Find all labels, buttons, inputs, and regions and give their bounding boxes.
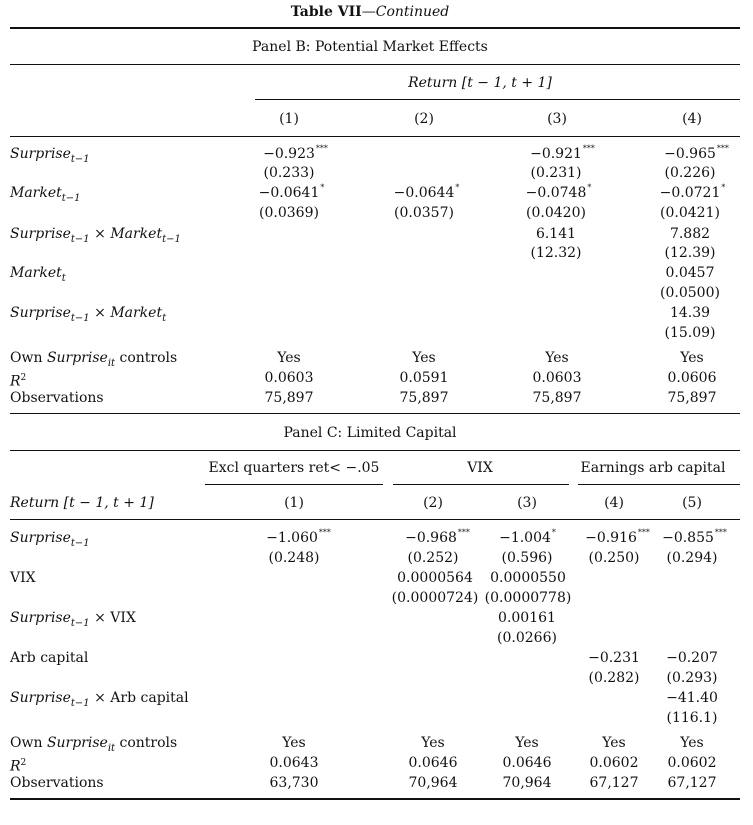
r2-cell: 0.0646 (408, 755, 458, 771)
obs-cell: 70,964 (408, 775, 458, 791)
controls-cell: Yes (421, 735, 445, 751)
r2-cell: 0.0646 (502, 755, 552, 771)
coef: −1.004 (499, 530, 551, 546)
coef: −0.0748 (525, 185, 587, 201)
coef: −0.968 (405, 530, 457, 546)
label-text: Surprise (46, 735, 108, 751)
panel-b-bottom-rule (10, 413, 740, 414)
coef-cell: 0.0000550 (490, 570, 566, 586)
se-cell: (0.226) (664, 165, 716, 181)
se-cell: (12.32) (530, 245, 582, 261)
row-label-surprise (10, 529, 90, 553)
table-title-bold: Table VII (290, 4, 362, 20)
star: *** (716, 144, 729, 153)
obs-cell: 63,730 (269, 775, 319, 791)
r2-cell: 0.0591 (399, 370, 449, 386)
controls-cell: Yes (680, 350, 704, 366)
coef: −1.060 (266, 530, 318, 546)
obs-cell: 75,897 (399, 390, 449, 406)
r2-cell: 0.0603 (264, 370, 314, 386)
controls-cell: Yes (515, 735, 539, 751)
label-sub: t−1 (70, 537, 90, 549)
row-label-arb: Arb capital (10, 650, 89, 666)
panel-b-title: Panel B: Potential Market Effects (252, 39, 488, 55)
label-text: Surprise (10, 610, 71, 626)
label-text: Surprise (10, 305, 71, 321)
label-text: Own (10, 735, 43, 751)
r2-label (10, 754, 26, 776)
obs-cell: 67,127 (667, 775, 717, 791)
label-text: R (10, 373, 21, 390)
controls-label (10, 349, 177, 373)
controls-label (10, 734, 177, 758)
se-cell: (0.294) (666, 550, 718, 566)
coef-wrap (405, 528, 470, 546)
panel-b-return-header (408, 74, 552, 92)
label-text: × Arb capital (94, 690, 189, 706)
col-header: (5) (682, 495, 702, 511)
table-title (291, 3, 450, 21)
coef: −0.921 (530, 146, 582, 162)
coef-cell: 0.0457 (665, 265, 715, 281)
top-rule (10, 27, 740, 29)
row-label-surprise-x-market: Surprise$_{t-1}$ × Market$_{t-1}$ (10, 226, 181, 245)
coef: −0.0644 (393, 185, 455, 201)
coef-cell: −0.207 (666, 650, 718, 666)
se-cell: (0.233) (263, 165, 315, 181)
group-rule-arb (578, 484, 740, 485)
col-header: (1) (284, 495, 304, 511)
coef-cell (525, 183, 592, 202)
panel-c-rule (10, 450, 740, 451)
coef: −0.0721 (659, 185, 721, 201)
coef: −0.0641 (258, 185, 320, 201)
se-cell: (0.0266) (497, 630, 557, 646)
label-text: Market (10, 185, 62, 201)
se-cell: (0.0357) (394, 205, 454, 221)
se-cell: (0.0421) (660, 205, 720, 221)
row-label-surprise-x-arb (10, 689, 189, 713)
col-header: (3) (517, 495, 537, 511)
return-header-text: Return [t − 1, t + 1] (408, 75, 552, 91)
obs-label: Observations (10, 775, 104, 791)
col-header: (2) (414, 111, 434, 127)
se-cell: (0.231) (530, 165, 582, 181)
r2-cell: 0.0606 (667, 370, 717, 386)
controls-cell: Yes (282, 735, 306, 751)
coef-wrap (585, 528, 650, 546)
group-header-arb: Earnings arb capital (580, 460, 726, 476)
label-text: Surprise (10, 690, 71, 706)
coef-wrap (525, 183, 592, 201)
coef-cell: 0.0000564 (397, 570, 473, 586)
coef-cell (585, 528, 650, 547)
bottom-rule (10, 798, 740, 800)
coef: −0.965 (664, 146, 716, 162)
controls-cell: Yes (602, 735, 626, 751)
se-cell: (0.248) (268, 550, 320, 566)
row-label-market-t (10, 264, 66, 288)
star: *** (457, 528, 470, 537)
coef-cell (662, 528, 727, 547)
se-cell: (15.09) (664, 325, 716, 341)
group-rule-vix (393, 484, 569, 485)
coef-wrap (263, 144, 328, 162)
coef-cell: −41.40 (666, 690, 718, 706)
obs-cell: 67,127 (589, 775, 639, 791)
coef: −0.923 (263, 146, 315, 162)
coef-wrap (530, 144, 595, 162)
coef-cell: 14.39 (669, 305, 711, 321)
controls-cell: Yes (277, 350, 301, 366)
controls-cell: Yes (545, 350, 569, 366)
coef-wrap (662, 528, 727, 546)
label-sub: t−1 (70, 617, 90, 629)
panel-c-colhead-rule (10, 519, 740, 520)
label-text: Surprise (10, 146, 71, 162)
panel-c-return-header (10, 494, 154, 512)
label-text: controls (119, 735, 178, 751)
group-header-excl: Excl quarters ret< −.05 (208, 460, 380, 476)
coef-cell (405, 528, 470, 547)
se-cell: (0.0369) (259, 205, 319, 221)
se-cell: (0.282) (588, 670, 640, 686)
coef-cell (530, 144, 595, 163)
controls-cell: Yes (412, 350, 436, 366)
label-sub: t−1 (70, 153, 90, 165)
coef-wrap (664, 144, 729, 162)
r2-cell: 0.0602 (589, 755, 639, 771)
se-cell: (0.0000778) (484, 590, 572, 606)
star: *** (582, 144, 595, 153)
col-header: (1) (279, 111, 299, 127)
label-sup: 2 (20, 373, 27, 383)
coef-wrap (659, 183, 726, 201)
label-text: Market (110, 305, 163, 321)
star: *** (714, 528, 727, 537)
coef-wrap (499, 528, 556, 546)
label-text: R (10, 758, 21, 775)
obs-label: Observations (10, 390, 104, 406)
panel-c-title: Panel C: Limited Capital (283, 425, 457, 441)
coef-cell (266, 528, 331, 547)
label-sub: t (162, 312, 167, 324)
se-cell: (12.39) (664, 245, 716, 261)
row-label-vix: VIX (10, 570, 36, 586)
row-label-surprise-x-vix (10, 609, 136, 633)
col-header: (2) (423, 495, 443, 511)
label-text: controls (119, 350, 178, 366)
se-cell: (0.0500) (660, 285, 720, 301)
label-text: Surprise (10, 530, 71, 546)
coef-cell (263, 144, 328, 163)
label-text: Market (10, 265, 62, 281)
label-text: Own (10, 350, 43, 366)
se-cell: (0.252) (407, 550, 459, 566)
coef-cell (499, 528, 556, 547)
label-sub: t−1 (70, 697, 90, 709)
se-cell: (0.0420) (526, 205, 586, 221)
obs-cell: 70,964 (502, 775, 552, 791)
coef-cell (393, 183, 460, 202)
coef-cell: −0.231 (588, 650, 640, 666)
col-header: (3) (547, 111, 567, 127)
coef-cell (659, 183, 726, 202)
coef-wrap (393, 183, 460, 201)
label-sup: 2 (20, 758, 27, 768)
star: * (551, 528, 556, 537)
coef: −0.916 (585, 530, 637, 546)
se-cell: (0.596) (501, 550, 553, 566)
panel-b-rule (10, 64, 740, 65)
star: * (587, 183, 592, 192)
return-header-text: Return [t − 1, t + 1] (10, 495, 154, 511)
col-header: (4) (682, 111, 702, 127)
label-text: Surprise (10, 226, 71, 242)
label-text: × VIX (94, 610, 136, 626)
se-cell: (0.293) (666, 670, 718, 686)
se-cell: (0.0000724) (391, 590, 479, 606)
star: * (455, 183, 460, 192)
row-label-surprise (10, 145, 90, 169)
obs-cell: 75,897 (264, 390, 314, 406)
row-label-market (10, 184, 81, 208)
label-text: Surprise (46, 350, 108, 366)
coef-cell: 0.00161 (498, 610, 556, 626)
label-sub: it (107, 742, 116, 754)
star: * (721, 183, 726, 192)
controls-cell: Yes (680, 735, 704, 751)
star: *** (637, 528, 650, 537)
coef-wrap (266, 528, 331, 546)
star: *** (318, 528, 331, 537)
label-text: Market (110, 226, 163, 242)
label-sub: it (107, 357, 116, 369)
obs-cell: 75,897 (667, 390, 717, 406)
r2-label (10, 369, 26, 391)
coef-cell: 6.141 (535, 226, 577, 242)
label-sub: t−1 (70, 233, 90, 245)
coef-wrap (258, 183, 325, 201)
panel-b-header-rule (255, 99, 740, 100)
se-cell: (0.250) (588, 550, 640, 566)
table-title-italic: —Continued (361, 4, 450, 20)
star: *** (315, 144, 328, 153)
panel-b-colhead-rule (10, 136, 740, 137)
col-header: (4) (604, 495, 624, 511)
r2-cell: 0.0602 (667, 755, 717, 771)
coef: −0.855 (662, 530, 714, 546)
group-header-vix: VIX (467, 460, 493, 476)
group-rule-excl (205, 484, 383, 485)
star: * (320, 183, 325, 192)
coef-cell (664, 144, 729, 163)
coef-cell: 7.882 (669, 226, 711, 242)
r2-cell: 0.0603 (532, 370, 582, 386)
row-label-surprise-x-market-t: Surprise$_{t-1}$ × Market$_t$ (10, 305, 167, 324)
label-sub: t−1 (162, 233, 181, 245)
label-sub: t−1 (61, 192, 81, 204)
coef-cell (258, 183, 325, 202)
label-sub: t (61, 272, 66, 284)
r2-cell: 0.0643 (269, 755, 319, 771)
label-sub: t−1 (70, 312, 90, 324)
se-cell: (116.1) (666, 710, 718, 726)
obs-cell: 75,897 (532, 390, 582, 406)
